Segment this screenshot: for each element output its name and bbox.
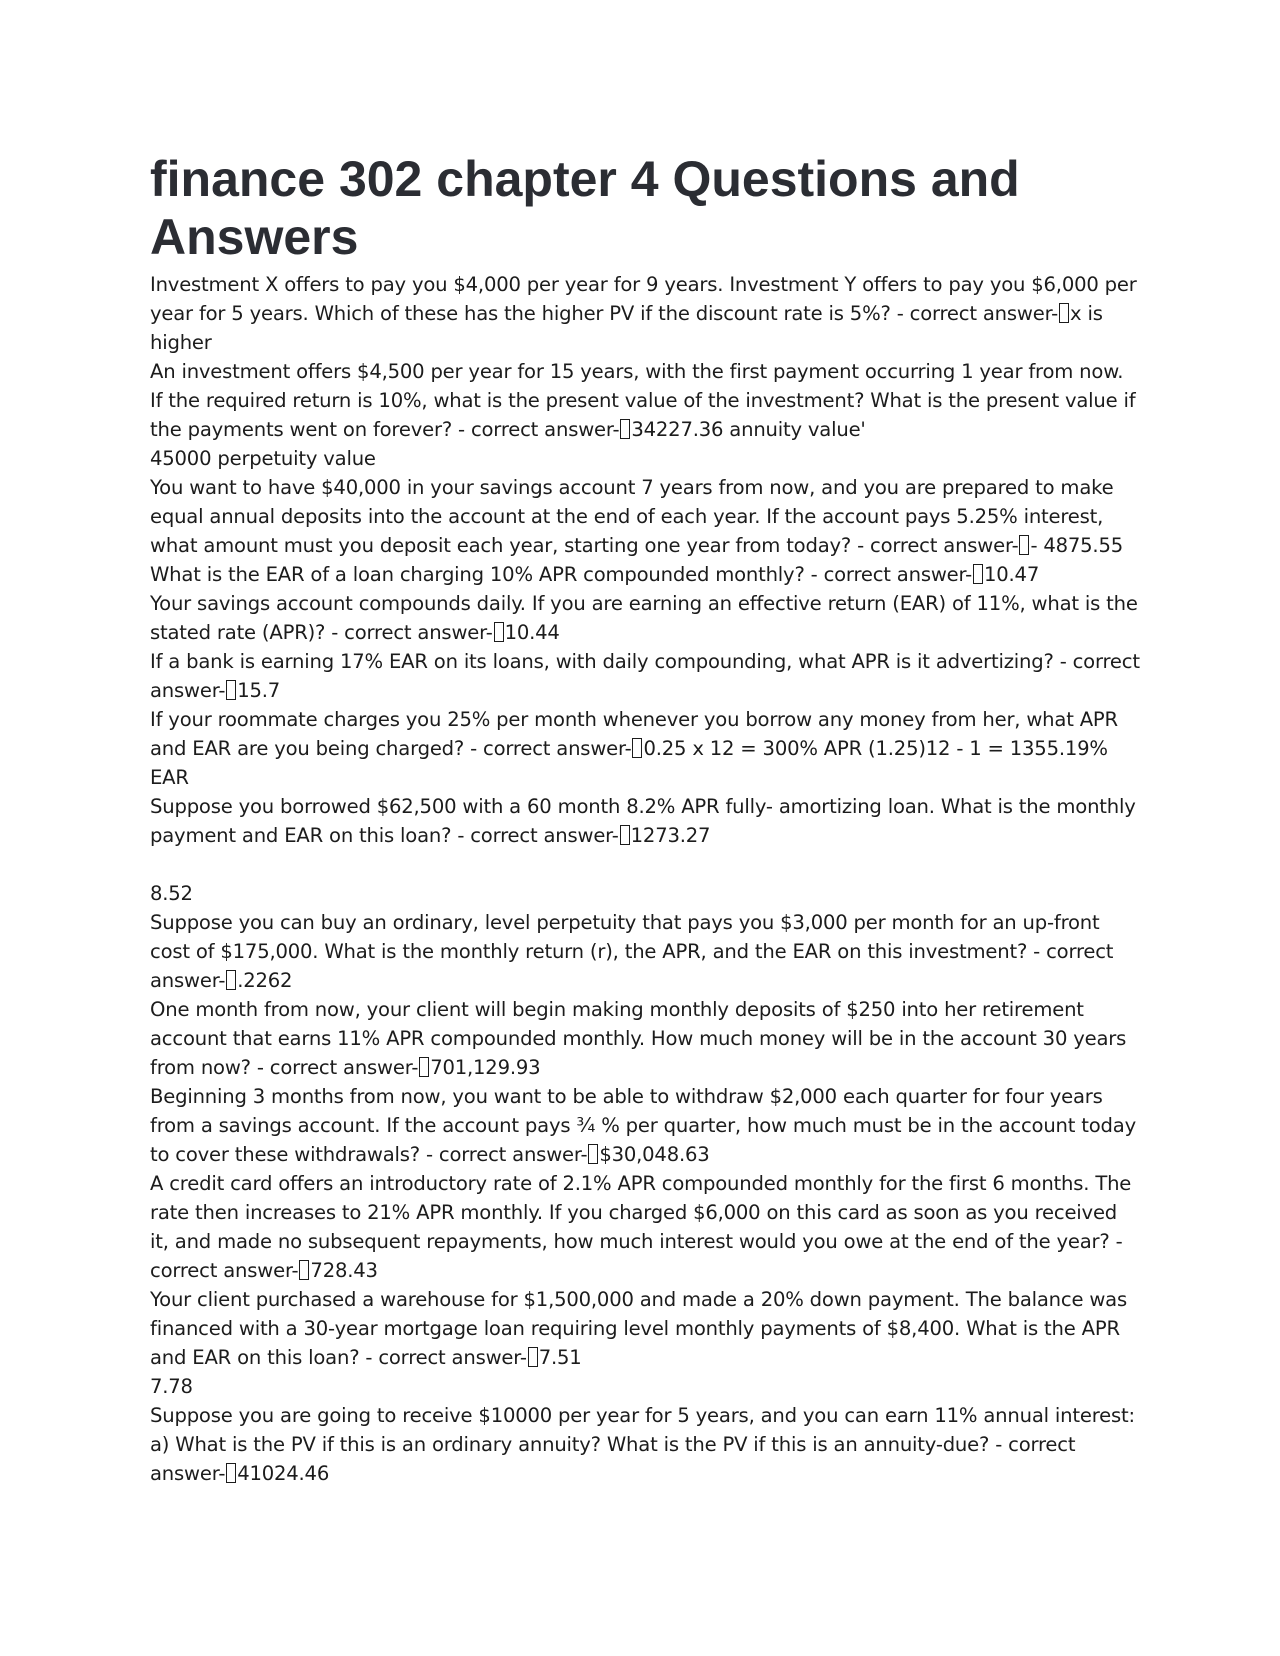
question-text: One month from now, your client will begin making monthly deposits of $250 into her retirement account that earns 11% APR compounded monthly. How much money will be in the account 30 years from now? - correct answer- bbox=[150, 998, 1127, 1079]
question-text: Your savings account compounds daily. If you are earning an effective return (EAR) of 11%, what is the stated rate (APR)? - correct answer- bbox=[150, 592, 1138, 644]
qa-item bbox=[150, 1285, 1140, 1372]
question-text: You want to have $40,000 in your savings account 7 years from now, and you are prepared to make equal annual deposits into the account at the end of each year. If the account pays 5.25% interest, what amount must you deposit each year, starting one year from today? - correct answer- bbox=[150, 476, 1114, 557]
answer-continuation: 45000 perpetuity value bbox=[150, 447, 376, 470]
answer-text: 701,129.93 bbox=[430, 1056, 541, 1079]
question-text: A credit card offers an introductory rate of 2.1% APR compounded monthly for the first 6 months. The rate then increases to 21% APR monthly. If you charged $6,000 on this card as soon as you received it, and made no subsequent repayments, how much interest would you owe at the end of the year? - correct answer- bbox=[150, 1172, 1132, 1282]
missing-glyph-icon bbox=[973, 564, 983, 584]
answer-text: 41024.46 bbox=[237, 1462, 330, 1485]
answer-text: 728.43 bbox=[310, 1259, 378, 1282]
qa-item bbox=[150, 1169, 1140, 1285]
answer-continuation: 8.52 bbox=[150, 882, 193, 905]
question-text: What is the EAR of a loan charging 10% APR compounded monthly? - correct answer- bbox=[150, 563, 972, 586]
qa-item bbox=[150, 792, 1140, 850]
qa-item bbox=[150, 589, 1140, 647]
question-text: Investment X offers to pay you $4,000 per year for 9 years. Investment Y offers to pay you $6,000 per year for 5 years. Which of these has the higher PV if the discount rate is 5%? - correct answer- bbox=[150, 273, 1137, 325]
missing-glyph-icon bbox=[419, 1057, 429, 1077]
answer-text: 1273.27 bbox=[630, 824, 711, 847]
question-text: a) What is the PV if this is an ordinary annuity? What is the PV if this is an annuity-due? - correct answer- bbox=[150, 1433, 1076, 1485]
qa-item bbox=[150, 908, 1140, 995]
blank-line bbox=[150, 850, 1140, 879]
document-title: finance 302 chapter 4 Questions and Answers bbox=[150, 151, 1020, 265]
missing-glyph-icon bbox=[1059, 303, 1069, 323]
question-text: Your client purchased a warehouse for $1,500,000 and made a 20% down payment. The balance was financed with a 30-year mortgage loan requiring level monthly payments of $8,400. What is the APR and EAR on this loan? - correct answer- bbox=[150, 1288, 1127, 1369]
answer-text: 15.7 bbox=[237, 679, 281, 702]
question-text: Suppose you are going to receive $10000 per year for 5 years, and you can earn 11% annual interest: bbox=[150, 1404, 1135, 1427]
qa-list bbox=[150, 270, 1140, 1488]
document-page bbox=[150, 150, 1140, 1488]
answer-text: 0.25 x 12 = 300% APR (1.25)12 - 1 = 1355.19% EAR bbox=[150, 737, 1108, 789]
question-text: If a bank is earning 17% EAR on its loans, with daily compounding, what APR is it advertizing? - correct answer- bbox=[150, 650, 1140, 702]
question-text: Beginning 3 months from now, you want to be able to withdraw $2,000 each quarter for four years from a savings account. If the account pays ¾ % per quarter, how much must be in the account today to cover these withdrawals? - correct answer- bbox=[150, 1085, 1136, 1166]
qa-item bbox=[150, 473, 1140, 560]
qa-item bbox=[150, 1401, 1140, 1430]
answer-text: - 4875.55 bbox=[1030, 534, 1123, 557]
missing-glyph-icon bbox=[1019, 535, 1029, 555]
qa-item bbox=[150, 1430, 1140, 1488]
question-text: If your roommate charges you 25% per month whenever you borrow any money from her, what APR and EAR are you being charged? - correct answer- bbox=[150, 708, 1118, 760]
qa-item bbox=[150, 270, 1140, 357]
question-text: An investment offers $4,500 per year for 15 years, with the first payment occurring 1 year from now. If the required return is 10%, what is the present value of the investment? What is the present value if the payments went on forever? - correct answer- bbox=[150, 360, 1136, 441]
answer-text: 7.51 bbox=[538, 1346, 582, 1369]
qa-item bbox=[150, 1082, 1140, 1169]
question-text: Suppose you can buy an ordinary, level perpetuity that pays you $3,000 per month for an up-front cost of $175,000. What is the monthly return (r), the APR, and the EAR on this investment? - correct answer- bbox=[150, 911, 1114, 992]
answer-text: .2262 bbox=[237, 969, 293, 992]
missing-glyph-icon bbox=[528, 1347, 538, 1367]
answer-text: 10.44 bbox=[504, 621, 560, 644]
missing-glyph-icon bbox=[620, 825, 630, 845]
answer-continuation: 7.78 bbox=[150, 1375, 193, 1398]
qa-item bbox=[150, 647, 1140, 705]
missing-glyph-icon bbox=[494, 622, 504, 642]
answer-text: x is higher bbox=[150, 302, 1103, 354]
missing-glyph-icon bbox=[588, 1144, 598, 1164]
qa-item bbox=[150, 357, 1140, 444]
missing-glyph-icon bbox=[299, 1260, 309, 1280]
qa-item bbox=[150, 560, 1140, 589]
qa-item bbox=[150, 705, 1140, 792]
qa-item bbox=[150, 995, 1140, 1082]
missing-glyph-icon bbox=[226, 1463, 236, 1483]
missing-glyph-icon bbox=[226, 970, 236, 990]
answer-text: $30,048.63 bbox=[599, 1143, 710, 1166]
missing-glyph-icon bbox=[226, 680, 236, 700]
answer-text: 10.47 bbox=[984, 563, 1040, 586]
missing-glyph-icon bbox=[632, 738, 642, 758]
answer-text: 34227.36 annuity value' bbox=[631, 418, 866, 441]
missing-glyph-icon bbox=[620, 419, 630, 439]
question-text: Suppose you borrowed $62,500 with a 60 month 8.2% APR fully- amortizing loan. What is the monthly payment and EAR on this loan? - correct answer- bbox=[150, 795, 1136, 847]
